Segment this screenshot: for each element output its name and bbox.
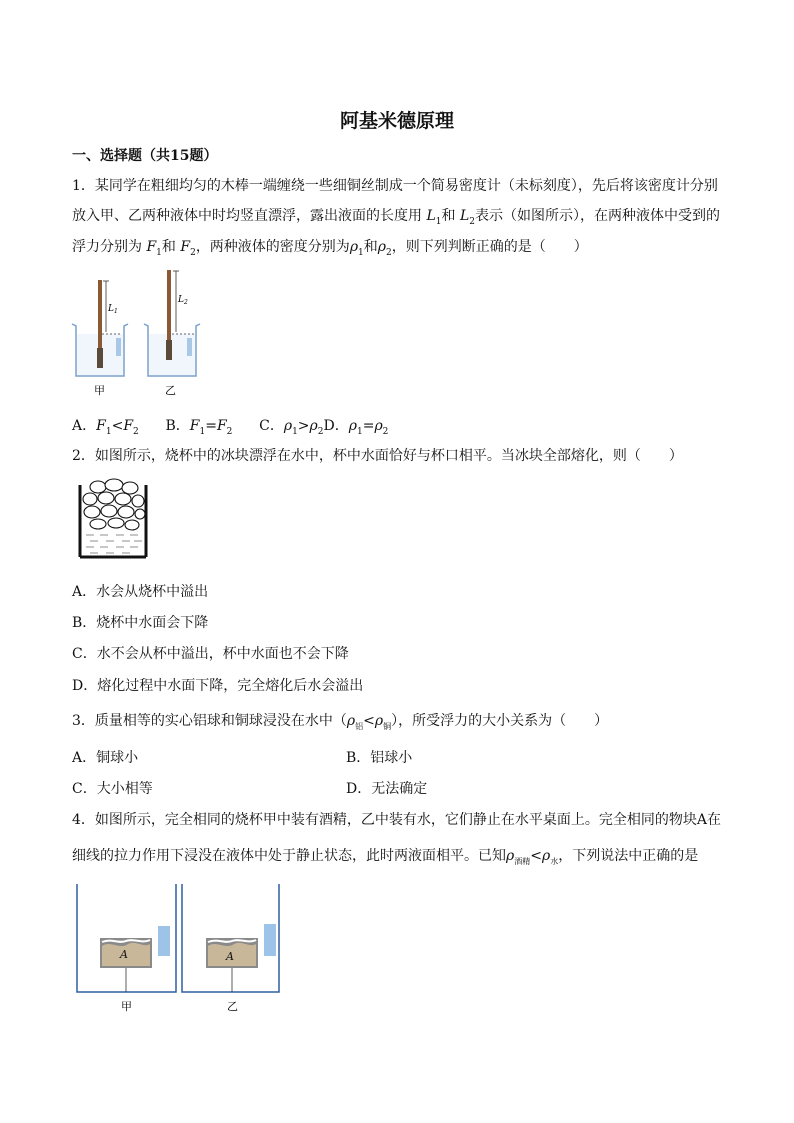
q3-option-a[interactable]: A．铜球小 [72, 750, 139, 766]
q4-line-2 [72, 846, 698, 872]
q4-line-1: 4．如图所示，完全相同的烧杯甲中装有酒精，乙中装有水，它们静止在水平桌面上。完全相同的物块A在 [72, 812, 722, 828]
copper-wire-jia [97, 348, 103, 368]
symbol-L: L [426, 208, 436, 224]
q1-line-2 [72, 206, 720, 232]
q1-text: ，则下列判断正确的是（ ） [391, 239, 588, 255]
symbol-rho: ρ [377, 239, 387, 255]
less-than: < [363, 713, 375, 729]
label-yi: 乙 [227, 1000, 238, 1013]
q1-text: ，两种液体的密度分别为 [195, 239, 350, 255]
label-L1: $L_1$ [108, 304, 118, 315]
scale-mark-yi [187, 338, 192, 356]
q1-text: 和 [363, 239, 378, 255]
q1-options [72, 416, 388, 442]
option-a[interactable]: A．$F_1<F_2$ [72, 418, 139, 437]
q3-option-b[interactable]: B．铝球小 [346, 750, 413, 766]
q2-option-d[interactable]: D．熔化过程中水面下降，完全熔化后水会溢出 [72, 678, 364, 694]
symbol-rho: ρ [506, 848, 515, 864]
q2-stem: 2．如图所示，烧杯中的冰块漂浮在水中，杯中水面恰好与杯口相平。当冰块全部熔化，则（ ） [72, 448, 683, 464]
liquid-level-jia [158, 926, 170, 956]
scale-mark-jia [116, 338, 121, 356]
q3-text: 3．质量相等的实心铝球和铜球浸没在水中（ [72, 713, 347, 729]
symbol-rho: ρ [349, 239, 359, 255]
q3-option-d[interactable]: D．无法确定 [346, 781, 428, 797]
subscript: 1 [435, 216, 442, 227]
q2-option-b[interactable]: B．烧杯中水面会下降 [72, 615, 209, 631]
symbol-rho: ρ [374, 713, 384, 729]
q1-densimeter-figure [66, 266, 206, 402]
wooden-stick-yi [167, 270, 171, 342]
q2-option-a[interactable]: A．水会从烧杯中溢出 [72, 584, 209, 600]
subscript: 2 [386, 247, 392, 258]
label-jia: 甲 [121, 1000, 132, 1013]
q2-option-c[interactable]: C．水不会从杯中溢出，杯中水面也不会下降 [72, 646, 349, 662]
option-c[interactable]: C．$\rho_1>\rho_2$ [259, 418, 324, 437]
q1-line-3 [72, 237, 588, 263]
subscript: 2 [469, 216, 475, 227]
symbol-L: L [459, 208, 470, 224]
label-jia: 甲 [94, 384, 105, 397]
subscript: 酒精 [514, 856, 531, 866]
label-L2: $L_2$ [178, 295, 188, 306]
q3-option-c[interactable]: C．大小相等 [72, 781, 153, 797]
label-yi: 乙 [165, 384, 176, 397]
q1-text: 表示（如图所示），在两种液体中受到的 [474, 208, 720, 224]
subscript: 铝 [355, 721, 364, 731]
q1-text: 浮力分别为 [72, 239, 147, 255]
ice-blocks [83, 479, 145, 530]
q1-text: 放入甲、乙两种液体中时均竖直漂浮，露出液面的长度用 [72, 208, 427, 224]
section-heading: 一、选择题（共15题） [72, 148, 218, 164]
q1-text: 和 [161, 239, 181, 255]
q4-text: 细线的拉力作用下浸没在液体中处于静止状态，此时两液面相平。已知 [72, 848, 506, 864]
symbol-rho: ρ [541, 848, 551, 864]
symbol-F: F [146, 239, 157, 255]
q1-text: 和 [441, 208, 460, 224]
label-A-jia: A [120, 948, 128, 961]
liquid-level-yi [264, 924, 276, 956]
subscript: 水 [550, 856, 559, 866]
water-dashes [86, 535, 142, 553]
page-title: 阿基米德原理 [339, 110, 454, 132]
q4-beakers-figure [70, 880, 284, 1018]
option-b[interactable]: B．$F_1=F_2$ [165, 418, 233, 437]
copper-wire-yi [166, 340, 172, 360]
label-A-yi: A [226, 950, 234, 963]
subscript: 铜 [383, 721, 392, 731]
symbol-F: F [180, 239, 191, 255]
q4-text: ，下列说法中正确的是 [558, 848, 699, 864]
wooden-stick-jia [98, 280, 102, 350]
less-than: < [530, 848, 542, 864]
symbol-rho: ρ [346, 713, 356, 729]
subscript: 2 [190, 247, 196, 258]
q3-text: ），所受浮力的大小关系为（ ） [391, 713, 609, 729]
subscript: 1 [156, 247, 162, 258]
option-d[interactable]: D．$\rho_1=\rho_2$ [323, 418, 389, 437]
subscript: 1 [358, 247, 364, 258]
q1-line-1: 1．某同学在粗细均匀的木棒一端缠绕一些细铜丝制成一个简易密度计（未标刻度），先后将该密度计分别 [72, 178, 718, 194]
q2-ice-beaker-figure [76, 477, 150, 561]
q3-stem [72, 711, 608, 737]
